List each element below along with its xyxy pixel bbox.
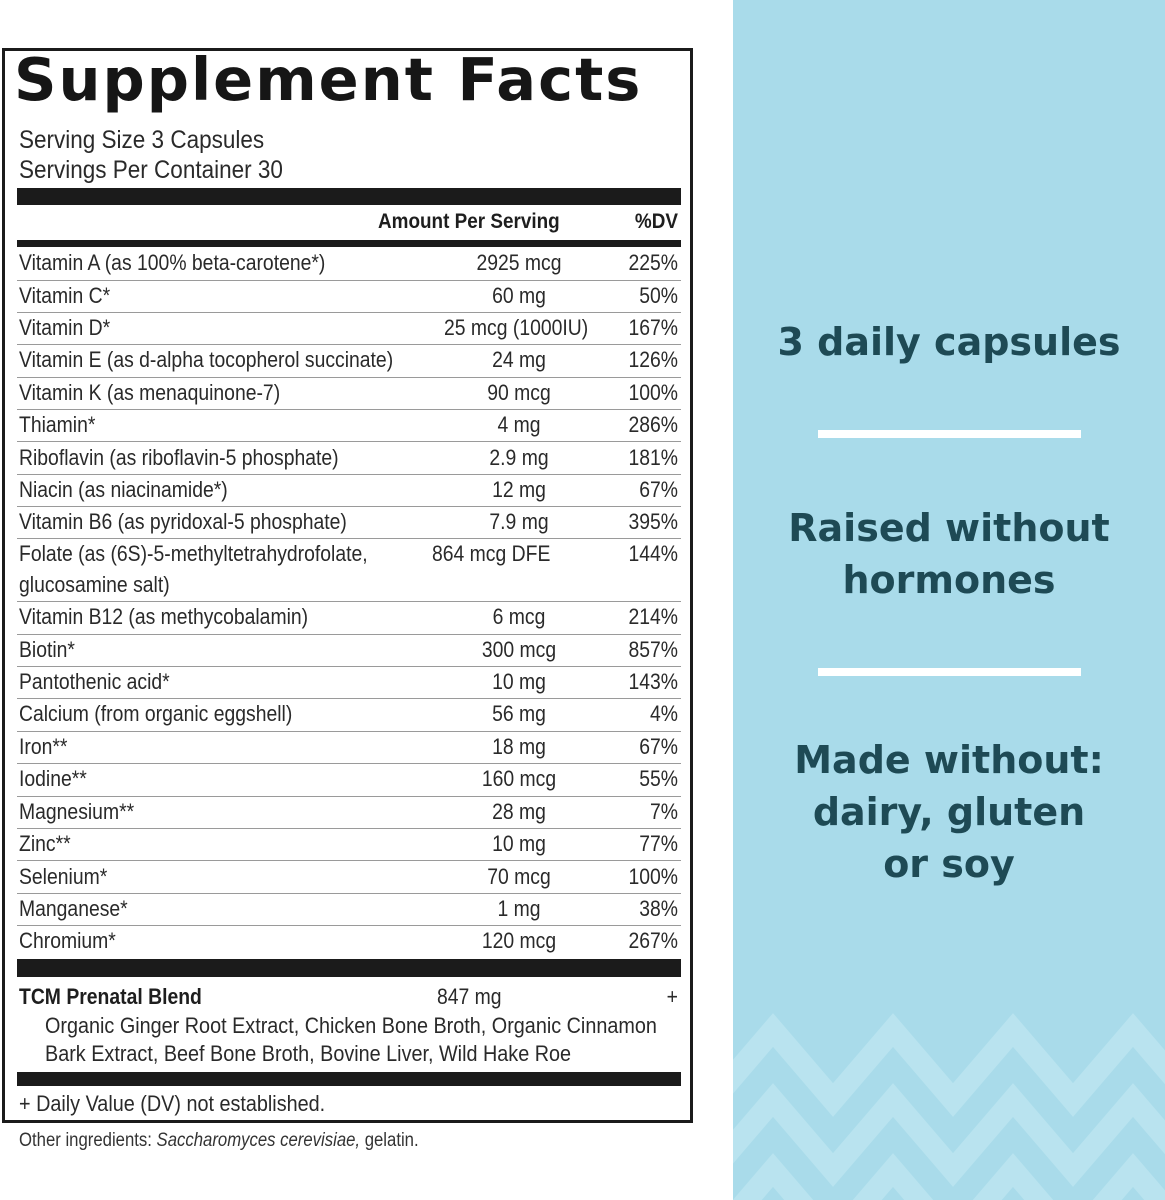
row-divider xyxy=(17,698,681,699)
row-divider xyxy=(17,763,681,764)
nutrient-amount: 12 mg xyxy=(492,477,546,502)
nutrient-amount: 28 mg xyxy=(492,799,546,824)
nutrient-amount: 60 mg xyxy=(492,283,546,308)
nutrient-name: Manganese* xyxy=(19,896,128,921)
nutrient-dv: 225% xyxy=(628,250,678,275)
row-divider xyxy=(17,344,681,345)
top-thick-rule xyxy=(17,188,681,205)
other-ingredients-prefix: Other ingredients: xyxy=(19,1130,157,1151)
nutrient-name: Iodine** xyxy=(19,766,87,791)
nutrient-name: Iron** xyxy=(19,734,68,759)
dv-header: %DV xyxy=(634,210,678,233)
claims-panel xyxy=(733,0,1165,1200)
nutrient-dv: 167% xyxy=(628,315,678,340)
claim-hormones-line1: Raised without xyxy=(788,506,1110,550)
bottom-thick-rule xyxy=(17,1072,681,1086)
row-divider xyxy=(17,312,681,313)
claim-daily-capsules: 3 daily capsules xyxy=(777,320,1121,364)
nutrient-amount: 90 mcg xyxy=(487,380,551,405)
claim-made-without-line3: or soy xyxy=(883,842,1015,886)
nutrient-dv: 181% xyxy=(628,445,678,470)
row-divider xyxy=(17,860,681,861)
row-divider xyxy=(17,796,681,797)
nutrient-amount: 56 mg xyxy=(492,701,546,726)
nutrient-dv: 144% xyxy=(628,541,678,566)
nutrient-amount: 300 mcg xyxy=(481,637,557,662)
nutrient-dv: 286% xyxy=(628,412,678,437)
supplement-facts-title: Supplement Facts xyxy=(14,45,643,114)
nutrient-dv: 77% xyxy=(639,831,678,856)
nutrient-dv: 67% xyxy=(639,477,678,502)
other-ingredients-italic: Saccharomyces cerevisiae, xyxy=(156,1130,361,1151)
row-divider xyxy=(17,893,681,894)
nutrient-name: Thiamin* xyxy=(19,412,96,437)
nutrient-name: Folate (as (6S)-5-methyltetrahydrofolate, xyxy=(19,541,368,566)
nutrient-amount: 24 mg xyxy=(492,347,546,372)
row-divider xyxy=(17,474,681,475)
other-ingredients-suffix: gelatin. xyxy=(360,1130,419,1151)
row-divider xyxy=(17,506,681,507)
nutrient-amount: 10 mg xyxy=(492,831,546,856)
nutrient-name: Vitamin B6 (as pyridoxal-5 phosphate) xyxy=(19,509,347,534)
row-divider xyxy=(17,601,681,602)
nutrient-amount: 2.9 mg xyxy=(489,445,549,470)
nutrient-dv: 4% xyxy=(650,701,678,726)
row-divider xyxy=(17,409,681,410)
blend-dv: + xyxy=(666,984,678,1009)
nutrient-dv: 38% xyxy=(639,896,678,921)
row-divider xyxy=(17,377,681,378)
nutrient-name: Zinc** xyxy=(19,831,71,856)
nutrient-dv: 50% xyxy=(639,283,678,308)
nutrient-name: Selenium* xyxy=(19,864,108,889)
nutrient-dv: 395% xyxy=(628,509,678,534)
nutrient-dv: 857% xyxy=(628,637,678,662)
dv-footnote: + Daily Value (DV) not established. xyxy=(19,1091,326,1116)
claim-divider xyxy=(818,668,1081,676)
nutrient-name: Riboflavin (as riboflavin-5 phosphate) xyxy=(19,445,339,470)
nutrient-amount: 18 mg xyxy=(492,734,546,759)
header-rule xyxy=(17,240,681,247)
nutrient-name: Vitamin D* xyxy=(19,315,111,340)
nutrient-name: Biotin* xyxy=(19,637,75,662)
nutrient-name: Niacin (as niacinamide*) xyxy=(19,477,228,502)
row-divider xyxy=(17,538,681,539)
nutrient-name: Vitamin A (as 100% beta-carotene*) xyxy=(19,250,326,275)
servings-per-container: Servings Per Container 30 xyxy=(19,156,283,184)
nutrient-dv: 100% xyxy=(628,380,678,405)
nutrient-dv: 100% xyxy=(628,864,678,889)
claim-made-without-line1: Made without: xyxy=(794,738,1104,782)
nutrient-amount: 25 mcg (1000IU) xyxy=(444,315,589,340)
blend-thick-rule xyxy=(17,959,681,977)
other-ingredients xyxy=(19,1131,419,1150)
nutrient-name: Pantothenic acid* xyxy=(19,669,170,694)
nutrient-dv: 67% xyxy=(639,734,678,759)
nutrient-amount: 10 mg xyxy=(492,669,546,694)
nutrient-name: Magnesium** xyxy=(19,799,135,824)
row-divider xyxy=(17,441,681,442)
nutrient-dv: 126% xyxy=(628,347,678,372)
row-divider xyxy=(17,731,681,732)
nutrient-dv: 55% xyxy=(639,766,678,791)
nutrient-name-continued: glucosamine salt) xyxy=(19,572,170,597)
claim-made-without-line2: dairy, gluten xyxy=(812,790,1086,834)
row-divider xyxy=(17,634,681,635)
nutrient-amount: 864 mcg DFE xyxy=(432,541,551,566)
nutrient-dv: 143% xyxy=(628,669,678,694)
nutrient-dv: 267% xyxy=(628,928,678,953)
blend-name: TCM Prenatal Blend xyxy=(19,984,202,1009)
blend-ingredients-line2: Bark Extract, Beef Bone Broth, Bovine Liver, Wild Hake Roe xyxy=(45,1041,572,1066)
amount-per-serving-header: Amount Per Serving xyxy=(378,210,560,233)
blend-amount: 847 mg xyxy=(437,984,502,1009)
serving-size: Serving Size 3 Capsules xyxy=(19,126,265,154)
claim-hormones-line2: hormones xyxy=(842,558,1056,602)
nutrient-amount: 6 mcg xyxy=(492,604,546,629)
nutrient-name: Vitamin E (as d-alpha tocopherol succinate) xyxy=(19,347,394,372)
nutrient-dv: 214% xyxy=(628,604,678,629)
nutrient-name: Vitamin C* xyxy=(19,283,111,308)
nutrient-amount: 1 mg xyxy=(497,896,541,921)
nutrient-amount: 160 mcg xyxy=(481,766,557,791)
blend-ingredients-line1: Organic Ginger Root Extract, Chicken Bone Broth, Organic Cinnamon xyxy=(45,1013,657,1038)
row-divider xyxy=(17,925,681,926)
nutrient-name: Vitamin B12 (as methycobalamin) xyxy=(19,604,309,629)
row-divider xyxy=(17,666,681,667)
row-divider xyxy=(17,828,681,829)
row-divider xyxy=(17,280,681,281)
nutrient-dv: 7% xyxy=(650,799,678,824)
claim-divider xyxy=(818,430,1081,438)
nutrient-amount: 2925 mcg xyxy=(476,250,562,275)
nutrient-name: Calcium (from organic eggshell) xyxy=(19,701,293,726)
nutrient-name: Vitamin K (as menaquinone-7) xyxy=(19,380,281,405)
nutrient-amount: 7.9 mg xyxy=(489,509,549,534)
nutrient-amount: 4 mg xyxy=(497,412,541,437)
nutrient-amount: 70 mcg xyxy=(487,864,551,889)
nutrient-name: Chromium* xyxy=(19,928,116,953)
nutrient-amount: 120 mcg xyxy=(481,928,557,953)
